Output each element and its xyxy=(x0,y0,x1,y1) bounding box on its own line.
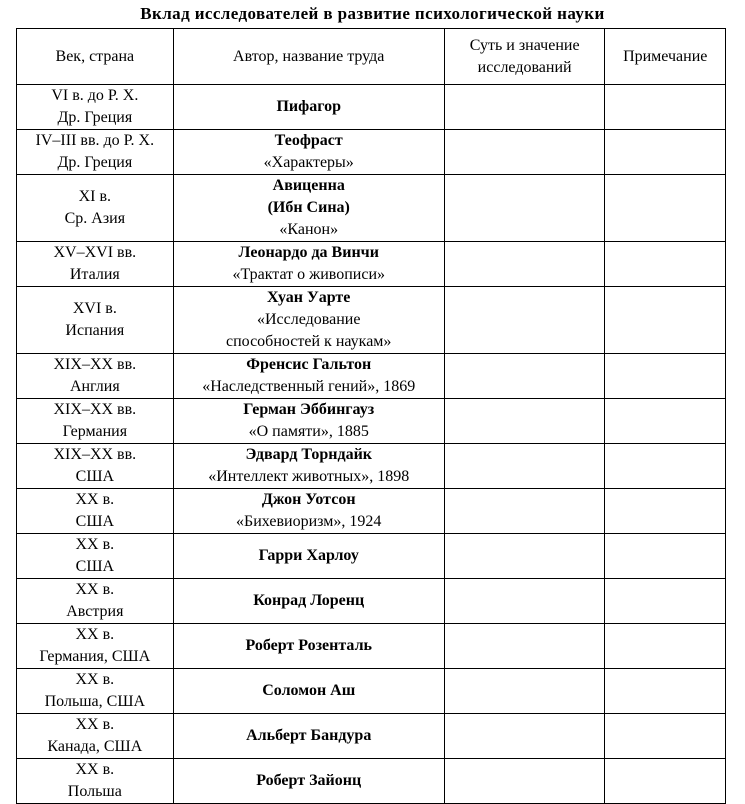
cell-note[interactable] xyxy=(605,175,726,242)
author-name: Герман Эббингауз xyxy=(243,401,375,418)
author-name: Пифагор xyxy=(276,98,341,115)
work-title: «Наследственный гений», 1869 xyxy=(202,378,416,395)
century-text: VI в. до Р. Х. xyxy=(51,87,139,104)
author-name: Альберт Бандура xyxy=(246,727,372,744)
table-row xyxy=(17,130,726,175)
cell-age-country xyxy=(17,579,174,624)
cell-essence[interactable] xyxy=(444,759,605,804)
century-text: XIX–XX вв. xyxy=(53,446,137,463)
century-text: XX в. xyxy=(75,491,115,508)
cell-essence[interactable] xyxy=(444,130,605,175)
century-text: XX в. xyxy=(75,626,115,643)
cell-note[interactable] xyxy=(605,130,726,175)
table-row xyxy=(17,354,726,399)
header-author-work: Автор, название труда xyxy=(173,29,444,85)
country-text: Австрия xyxy=(66,603,124,620)
country-text: Польша, США xyxy=(44,693,146,710)
cell-age-country xyxy=(17,175,174,242)
century-text: XIX–XX вв. xyxy=(53,401,137,418)
cell-note[interactable] xyxy=(605,287,726,354)
work-title: «Бихевиоризм», 1924 xyxy=(236,513,382,530)
cell-author-work xyxy=(173,287,444,354)
country-text: США xyxy=(75,468,115,485)
page-title: Вклад исследователей в развитие психологической науки xyxy=(140,4,605,23)
cell-essence[interactable] xyxy=(444,669,605,714)
author-name: Роберт Зайонц xyxy=(256,772,362,789)
cell-age-country xyxy=(17,242,174,287)
table-row xyxy=(17,534,726,579)
century-text: XX в. xyxy=(75,581,115,598)
country-text: Др. Греция xyxy=(57,154,133,171)
century-text: XI в. xyxy=(78,188,112,205)
author-name: Роберт Розенталь xyxy=(245,637,373,654)
author-name: Теофраст xyxy=(274,132,343,149)
cell-essence[interactable] xyxy=(444,624,605,669)
table-row xyxy=(17,242,726,287)
author-alt-name: (Ибн Сина) xyxy=(267,199,350,216)
country-text: Италия xyxy=(69,266,120,283)
cell-note[interactable] xyxy=(605,624,726,669)
table-row xyxy=(17,624,726,669)
header-age-country: Век, страна xyxy=(17,29,174,85)
cell-note[interactable] xyxy=(605,534,726,579)
cell-note[interactable] xyxy=(605,444,726,489)
cell-author-work xyxy=(173,444,444,489)
country-text: Др. Греция xyxy=(57,109,133,126)
table-row xyxy=(17,489,726,534)
work-title: «Трактат о живописи» xyxy=(232,266,385,283)
author-name: Гарри Харлоу xyxy=(258,547,359,564)
cell-author-work xyxy=(173,534,444,579)
cell-note[interactable] xyxy=(605,579,726,624)
table-row xyxy=(17,714,726,759)
cell-note[interactable] xyxy=(605,85,726,130)
cell-author-work xyxy=(173,489,444,534)
cell-note[interactable] xyxy=(605,399,726,444)
table-row xyxy=(17,759,726,804)
cell-author-work xyxy=(173,242,444,287)
contributions-table xyxy=(16,28,726,804)
cell-author-work xyxy=(173,759,444,804)
work-title: «Характеры» xyxy=(263,154,354,171)
century-text: IV–III вв. до Р. Х. xyxy=(35,132,155,149)
cell-age-country xyxy=(17,669,174,714)
century-text: XX в. xyxy=(75,716,115,733)
cell-author-work xyxy=(173,624,444,669)
century-text: XX в. xyxy=(75,761,115,778)
author-name: Эдвард Торндайк xyxy=(245,446,373,463)
author-name: Френсис Гальтон xyxy=(246,356,372,373)
cell-essence[interactable] xyxy=(444,714,605,759)
cell-age-country xyxy=(17,399,174,444)
cell-essence[interactable] xyxy=(444,287,605,354)
work-title: «Исследование способностей к наукам» xyxy=(226,311,392,350)
country-text: Ср. Азия xyxy=(64,210,126,227)
author-name: Хуан Уарте xyxy=(267,289,351,306)
cell-essence[interactable] xyxy=(444,444,605,489)
header-essence: Суть и значение исследований xyxy=(444,29,605,85)
work-title: «О памяти», 1885 xyxy=(248,423,369,440)
country-text: Испания xyxy=(65,322,125,339)
century-text: XX в. xyxy=(75,536,115,553)
cell-note[interactable] xyxy=(605,354,726,399)
century-text: XVI в. xyxy=(72,300,117,317)
cell-author-work xyxy=(173,714,444,759)
header-row xyxy=(17,29,726,85)
cell-age-country xyxy=(17,130,174,175)
cell-age-country xyxy=(17,85,174,130)
cell-author-work xyxy=(173,579,444,624)
cell-essence[interactable] xyxy=(444,534,605,579)
cell-essence[interactable] xyxy=(444,175,605,242)
cell-age-country xyxy=(17,489,174,534)
author-name: Джон Уотсон xyxy=(261,491,356,508)
cell-note[interactable] xyxy=(605,669,726,714)
cell-essence[interactable] xyxy=(444,489,605,534)
table-row xyxy=(17,669,726,714)
century-text: XV–XVI вв. xyxy=(53,244,137,261)
table-row xyxy=(17,444,726,489)
table-row xyxy=(17,175,726,242)
cell-author-work xyxy=(173,85,444,130)
cell-essence[interactable] xyxy=(444,399,605,444)
author-name: Конрад Лоренц xyxy=(253,592,365,609)
country-text: Германия xyxy=(62,423,128,440)
cell-age-country xyxy=(17,624,174,669)
cell-age-country xyxy=(17,287,174,354)
country-text: Англия xyxy=(69,378,120,395)
table-row xyxy=(17,287,726,354)
cell-author-work xyxy=(173,399,444,444)
author-name: Авиценна xyxy=(272,177,345,194)
cell-essence[interactable] xyxy=(444,354,605,399)
work-title: «Интеллект животных», 1898 xyxy=(208,468,410,485)
century-text: XIX–XX вв. xyxy=(53,356,137,373)
cell-essence[interactable] xyxy=(444,242,605,287)
table-row xyxy=(17,399,726,444)
country-text: Германия, США xyxy=(39,648,151,665)
cell-age-country xyxy=(17,444,174,489)
cell-note[interactable] xyxy=(605,714,726,759)
cell-essence[interactable] xyxy=(444,579,605,624)
cell-note[interactable] xyxy=(605,489,726,534)
cell-author-work xyxy=(173,669,444,714)
cell-author-work xyxy=(173,130,444,175)
country-text: Канада, США xyxy=(47,738,143,755)
country-text: Польша xyxy=(67,783,122,800)
cell-age-country xyxy=(17,354,174,399)
table-row xyxy=(17,85,726,130)
header-note: Примечание xyxy=(605,29,726,85)
country-text: США xyxy=(75,558,115,575)
author-name: Соломон Аш xyxy=(262,682,356,699)
work-title: «Канон» xyxy=(279,221,339,238)
cell-age-country xyxy=(17,714,174,759)
cell-age-country xyxy=(17,534,174,579)
cell-essence[interactable] xyxy=(444,85,605,130)
cell-author-work xyxy=(173,354,444,399)
cell-age-country xyxy=(17,759,174,804)
table-row xyxy=(17,579,726,624)
cell-note[interactable] xyxy=(605,759,726,804)
century-text: XX в. xyxy=(75,671,115,688)
cell-author-work xyxy=(173,175,444,242)
cell-note[interactable] xyxy=(605,242,726,287)
country-text: США xyxy=(75,513,115,530)
author-name: Леонардо да Винчи xyxy=(238,244,379,261)
